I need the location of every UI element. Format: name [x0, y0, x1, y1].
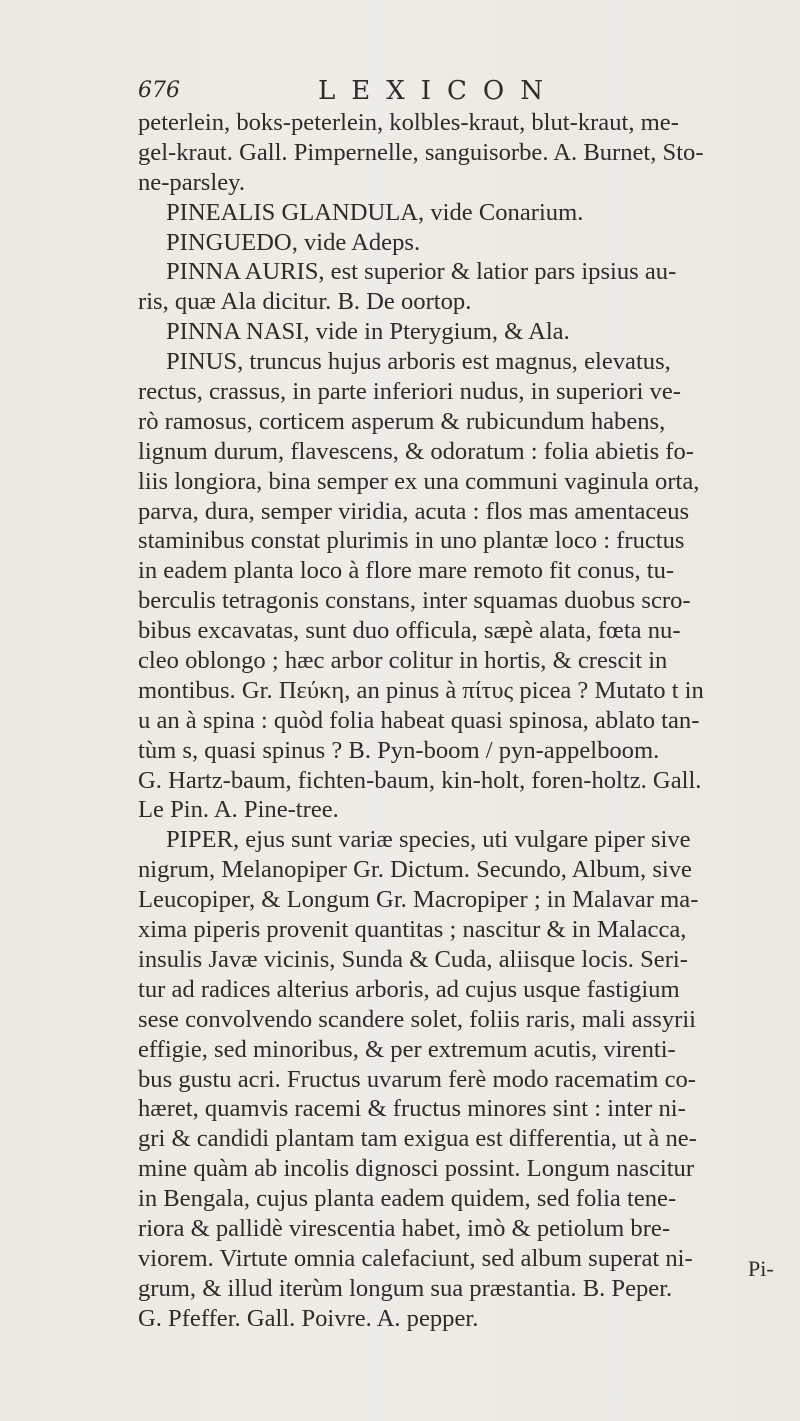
text-line: bibus excavatas, sunt duo officula, sæpè alata, fœta nu- — [138, 617, 681, 645]
page-number: 676 — [138, 78, 180, 103]
text-line: PIPER, ejus sunt variæ species, uti vulgare piper sive — [166, 826, 691, 854]
text-line: peterlein, boks-peterlein, kolbles-kraut, blut-kraut, me- — [138, 109, 679, 136]
text-line: tur ad radices alterius arboris, ad cujus usque fastigium — [138, 975, 680, 1003]
text-line: u an à spina : quòd folia habeat quasi spinosa, ablato tan- — [138, 706, 700, 734]
text-line: rectus, crassus, in parte inferiori nudus, in superiori ve- — [138, 378, 681, 406]
text-line: PINNA AURIS, est superior & latior pars ipsius au- — [166, 258, 677, 286]
catchword: Pi- — [748, 1256, 774, 1281]
text-line: Leucopiper, & Longum Gr. Macropiper ; in Malavar ma- — [138, 886, 699, 914]
text-line: ne-parsley. — [138, 168, 245, 196]
text-line: rò ramosus, corticem asperum & rubicundum habens, — [138, 407, 666, 435]
text-line: sese convolvendo scandere solet, foliis raris, mali assyrii — [138, 1005, 696, 1033]
text-line: effigie, sed minoribus, & per extremum acutis, virenti- — [138, 1035, 676, 1063]
text-line: PINUS, truncus hujus arboris est magnus, elevatus, — [166, 348, 671, 376]
text-line: liis longiora, bina semper ex una communi vaginula orta, — [138, 467, 700, 495]
text-line: Le Pin. A. Pine-tree. — [138, 796, 339, 824]
text-line: staminibus constat plurimis in uno plantæ loco : fructus — [138, 527, 685, 555]
text-line: mine quàm ab incolis dignosci possint. Longum nascitur — [138, 1155, 695, 1183]
text-line: bus gustu acri. Fructus uvarum ferè modo racematim co- — [138, 1065, 696, 1093]
text-line: gri & candidi plantam tam exigua est differentia, ut à ne- — [138, 1125, 697, 1153]
text-line: cleo oblongo ; hæc arbor colitur in hortis, & crescit in — [138, 647, 668, 675]
text-line: viorem. Virtute omnia calefaciunt, sed album superat ni- — [138, 1244, 693, 1272]
running-title: LEXICON — [318, 76, 559, 106]
text-line: lignum durum, flavescens, & odoratum : folia abietis fo- — [138, 437, 694, 465]
text-line: G. Pfeffer. Gall. Poivre. A. pepper. — [138, 1304, 479, 1332]
body-text — [138, 108, 793, 1334]
text-line: PINGUEDO, vide Adeps. — [166, 228, 421, 256]
text-line: riora & pallidè virescentia habet, imò & petiolum bre- — [138, 1214, 671, 1242]
text-line: tùm s, quasi spinus ? B. Pyn-boom / pyn-appelboom. — [138, 736, 660, 764]
text-line: parva, dura, semper viridia, acuta : flos mas amentaceus — [138, 497, 690, 525]
text-line: PINNA NASI, vide in Pterygium, & Ala. — [166, 318, 570, 346]
text-line: grum, & illud iterùm longum sua præstantia. B. Peper. — [138, 1274, 673, 1302]
text-line: montibus. Gr. Πεύκη, an pinus à πίτυς picea ? Mutato t in — [138, 676, 704, 704]
text-line: gel-kraut. Gall. Pimpernelle, sanguisorbe. A. Burnet, Sto- — [138, 138, 704, 166]
text-line: insulis Javæ vicinis, Sunda & Cuda, aliisque locis. Seri- — [138, 945, 688, 973]
text-line: ris, quæ Ala dicitur. B. De oortop. — [138, 288, 472, 316]
text-line: G. Hartz-baum, fichten-baum, kin-holt, foren-holtz. Gall. — [138, 766, 702, 794]
text-line: in Bengala, cujus planta eadem quidem, sed folia tene- — [138, 1185, 677, 1213]
text-line: nigrum, Melanopiper Gr. Dictum. Secundo, Album, sive — [138, 856, 692, 884]
text-line: hæret, quamvis racemi & fructus minores sint : inter ni- — [138, 1095, 686, 1123]
text-line: PINEALIS GLANDULA, vide Conarium. — [166, 198, 584, 226]
text-line: berculis tetragonis constans, inter squamas duobus scro- — [138, 587, 691, 615]
text-line: xima piperis provenit quantitas ; nascitur & in Malacca, — [138, 916, 687, 944]
text-line: in eadem planta loco à flore mare remoto fit conus, tu- — [138, 557, 675, 585]
